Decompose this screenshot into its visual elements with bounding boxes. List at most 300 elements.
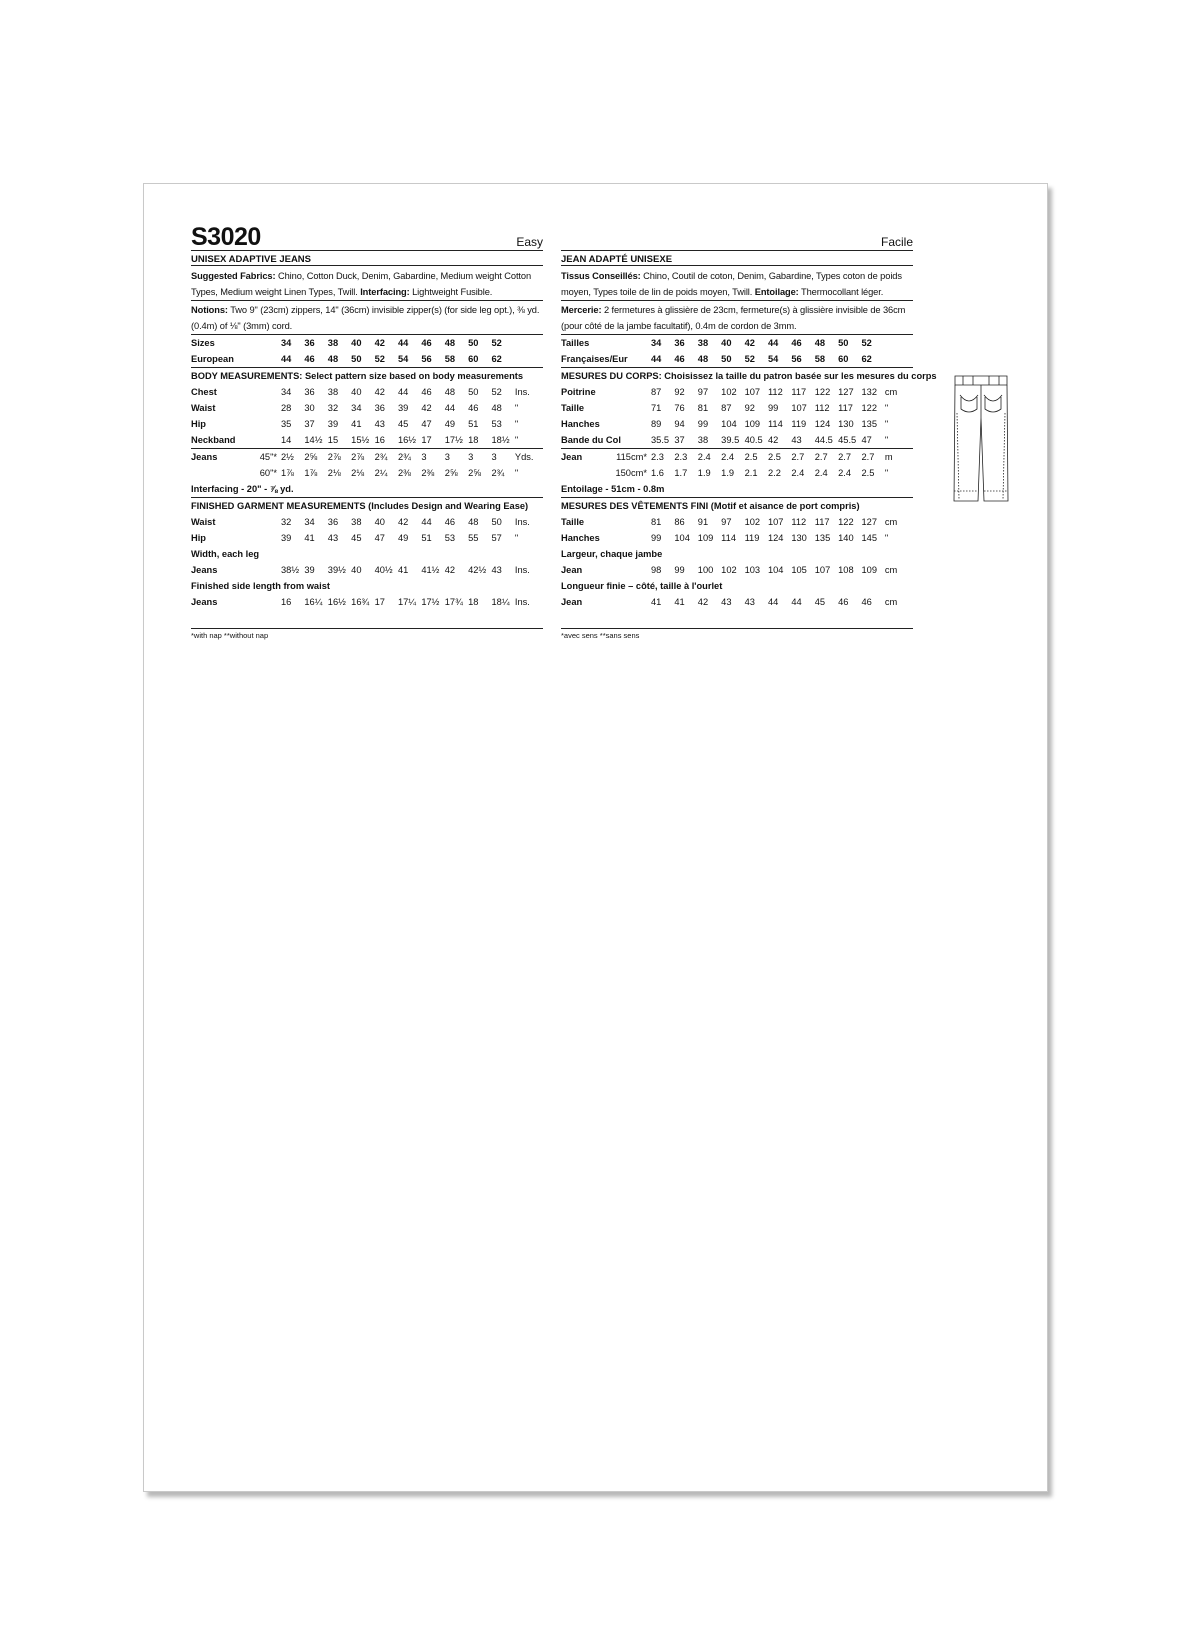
size-cell: 34 [281,387,292,397]
size-cell: 1.7 [674,468,688,478]
size-cell: 2¾ [491,468,505,478]
body-measurement-row [191,400,543,416]
size-cell: 81 [651,517,662,527]
size-cell: 114 [767,419,783,429]
row-label: Sizes [191,338,215,348]
row-label: European [191,351,243,368]
size-cell: 2.4 [697,452,711,462]
size-cell: 16¼ [304,597,323,607]
size-cell: 45.5 [838,432,861,449]
size-cell: 16 [375,432,398,449]
size-cell: 107 [744,387,761,397]
size-cell: 38 [351,517,362,527]
size-cell: 2.7 [838,452,852,462]
yardage-row [191,465,543,481]
size-cell: 39 [304,565,315,575]
size-cell: 38½ [281,565,300,575]
size-cell: 56 [421,351,444,368]
size-cell: 99 [651,533,662,543]
size-cell: 36 [374,403,385,413]
size-cell: 109 [861,565,878,575]
size-cell: 42 [744,338,755,348]
size-cell: 46 [444,517,456,527]
size-cell: 40.5 [745,432,768,449]
european-sizes-row [561,351,913,368]
size-cell: 50 [838,338,849,348]
garment-title: UNISEX ADAPTIVE JEANS [191,251,543,266]
size-cell: 48 [444,338,456,348]
size-cell: 3 [444,452,450,462]
header [561,224,913,251]
row-label: Françaises/Eur [561,351,613,368]
size-cell: 117 [791,387,807,397]
size-cell: 47 [374,533,385,543]
unit-cell: " [884,468,889,478]
size-cell: 92 [674,387,685,397]
unit-cell: Ins. [514,565,530,575]
notions-label: Notions: [191,305,228,315]
size-cell: 124 [814,419,831,429]
size-cell: 2.7 [814,452,828,462]
size-cell: 54 [398,351,421,368]
row-sublabel [243,562,281,578]
size-cell: 41 [304,533,315,543]
unit-cell: Ins. [514,387,530,397]
size-cell: 2¾ [397,452,411,462]
size-cell: 2.7 [861,452,875,462]
size-cell: 18¼ [491,597,510,607]
size-cell: 91 [697,517,709,527]
row-sublabel [613,335,651,351]
size-cell: 102 [744,517,761,527]
size-cell: 124 [767,533,784,543]
row-label: Tailles [561,338,590,348]
difficulty-level: Facile [880,235,913,249]
size-cell: 2⅝ [304,452,318,462]
size-cell: 145 [861,533,878,543]
size-cell: 130 [791,533,807,543]
leg-width-heading: Width, each leg [191,549,260,559]
size-cell: 103 [744,565,761,575]
size-cell: 14½ [304,432,327,449]
size-cell: 45 [351,533,362,543]
side-length-heading: Longueur finie – côté, taille à l'ourlet [561,581,723,591]
header [191,224,543,251]
row-label: Bande du Col [561,432,613,449]
side-length-heading: Finished side length from waist [191,581,330,591]
size-cell: 87 [721,403,732,413]
interfacing-yardage [191,481,543,498]
row-label: Hanches [561,533,600,543]
size-cell: 2¾ [374,452,388,462]
size-cell: 35.5 [651,432,674,449]
size-cell: 2⅛ [327,468,341,478]
size-cell: 102 [721,565,737,575]
size-cell: 57 [491,533,502,543]
size-cell: 3 [468,452,474,462]
size-cell: 36 [327,517,339,527]
size-cell: 44 [421,517,432,527]
unit-cell: " [884,533,889,543]
size-cell: 2¼ [374,468,388,478]
interfacing-yardage: Entoilage - 51cm - 0.8m [561,481,913,498]
size-cell: 16¾ [351,597,370,607]
row-label: Taille [561,403,585,413]
unit-cell: " [514,403,519,413]
size-cell: 52 [375,351,398,368]
garment-title: JEAN ADAPTÉ UNISEXE [561,251,913,266]
size-cell: 81 [697,403,709,413]
row-sublabel [243,416,281,432]
size-cell: 58 [815,351,838,368]
size-cell: 56 [791,351,814,368]
size-cell: 16½ [398,432,421,449]
size-cell: 39½ [327,565,346,575]
size-cell: 108 [838,565,854,575]
row-sublabel [243,514,281,530]
size-cell: 2⅝ [468,468,482,478]
row-sublabel [243,351,281,368]
size-cell: 60 [468,351,491,368]
leg-width-row [561,562,913,578]
size-cell: 71 [651,403,662,413]
size-cell: 17½ [421,597,440,607]
size-cell: 53 [444,533,456,543]
notions-paragraph [191,301,543,335]
body-measurement-row [561,432,913,449]
size-cell: 92 [744,403,755,413]
size-cell: 42 [421,403,432,413]
size-cell: 1.9 [697,468,711,478]
row-sublabel [613,384,651,400]
fabrics-text: Chino, Cotton Duck, Denim, Gabardine, Medium weight Cotton Types, Medium weight Linen Types, Twill. [191,271,532,297]
footnote: *with nap **without nap [191,631,269,640]
size-cell: 2.7 [791,452,805,462]
body-measurements-heading [191,368,543,385]
size-cell: 30 [304,403,315,413]
size-cell: 43 [491,565,502,575]
size-cell: 2.3 [651,452,664,462]
size-cell: 17 [421,432,444,449]
size-cell: 48 [444,387,456,397]
size-cell: 39.5 [721,432,744,449]
size-cell: 44.5 [815,432,838,449]
size-cell: 48 [468,517,479,527]
row-sublabel [613,562,651,578]
european-sizes-row [191,351,543,368]
size-cell: 36 [304,338,315,348]
size-cell: 47 [862,432,885,449]
unit-cell: " [885,432,913,449]
notions-label: Mercerie: [561,305,602,315]
size-cell: 49 [397,533,409,543]
size-cell: 122 [814,387,831,397]
size-cell: 34 [281,338,292,348]
row-label: Jeans [191,565,218,575]
size-cell: 107 [814,565,831,575]
size-cell: 32 [327,403,339,413]
size-cell: 135 [861,419,878,429]
size-cell: 47 [421,419,432,429]
leg-width-heading [191,546,543,562]
size-cell: 44 [281,351,304,368]
size-cell: 99 [697,419,709,429]
footnote: *avec sens **sans sens [561,631,640,640]
size-cell: 52 [745,351,768,368]
row-sublabel [243,384,281,400]
size-cell: 42½ [468,565,487,575]
size-cell: 2⅞ [351,452,365,462]
size-cell: 112 [814,403,830,413]
row-sublabel [243,432,281,449]
row-label: Hip [191,533,206,543]
size-cell: 38 [327,338,339,348]
french-column [561,224,937,641]
unit-cell [515,335,543,351]
size-cell: 132 [861,387,878,397]
size-cell: 43 [327,533,339,543]
size-cell: 32 [281,517,292,527]
size-cell: 117 [838,403,853,413]
jeans-back-view-icon [951,373,1011,505]
size-cell: 62 [862,351,885,368]
finished-measurements-heading [561,498,913,515]
interfacing-label: Entoilage: [754,287,799,297]
row-label: Chest [191,387,217,397]
row-sublabel [243,530,281,546]
size-cell: 46 [861,597,872,607]
size-cell: 76 [674,403,685,413]
unit-cell: " [884,419,889,429]
size-cell: 15½ [351,432,374,449]
size-cell: 2⅛ [351,468,365,478]
size-cell: 42 [768,432,791,449]
size-cell: 52 [861,338,872,348]
finished-measurement-row [191,514,543,530]
row-label [191,465,243,481]
size-cell: 50 [721,351,744,368]
size-cell: 112 [767,387,783,397]
row-sublabel: 60"* [259,468,277,478]
size-cell: 41 [351,419,362,429]
size-cell: 1.6 [651,468,664,478]
row-label: Poitrine [561,387,596,397]
fabrics-label: Tissus Conseillés: [561,271,641,281]
row-sublabel [243,400,281,416]
fabrics-label: Suggested Fabrics: [191,271,276,281]
size-cell: 17½ [445,432,468,449]
size-cell: 107 [767,517,784,527]
size-cell: 53 [491,419,502,429]
size-cell: 46 [421,387,432,397]
yardage-row [561,449,913,466]
body-measurement-row [191,416,543,432]
size-cell: 15 [328,432,351,449]
row-label: Taille [561,517,585,527]
row-sublabel [613,594,651,610]
size-cell: 41 [651,597,662,607]
size-cell: 109 [744,419,761,429]
size-cell: 39 [327,419,339,429]
size-cell: 119 [791,419,807,429]
size-cell: 52 [491,387,502,397]
size-cell: 2.2 [767,468,781,478]
row-label: Waist [191,403,216,413]
size-cell: 42 [444,565,456,575]
size-cell: 127 [838,387,854,397]
size-cell: 40 [351,338,362,348]
size-cell: 48 [814,338,826,348]
interfacing-yardage [561,481,913,498]
fabrics-paragraph [561,266,913,301]
size-cell: 2.3 [674,452,688,462]
row-label: Jeans [191,597,218,607]
size-cell: 34 [304,517,315,527]
size-cell: 40 [374,517,385,527]
unit-cell: Ins. [514,517,530,527]
size-cell: 42 [697,597,709,607]
size-cell: 44 [397,338,409,348]
size-cell: 40 [351,565,362,575]
size-cell: 102 [721,387,737,397]
yardage-row [561,465,913,481]
size-cell: 46 [791,338,802,348]
unit-cell: " [514,533,519,543]
unit-cell: cm [884,597,898,607]
finished-measurement-row [191,530,543,546]
size-cell: 119 [744,533,760,543]
unit-cell: Yds. [514,452,534,462]
size-cell: 94 [674,419,685,429]
unit-cell [515,351,543,368]
size-cell: 2.5 [744,452,758,462]
size-cell: 44 [444,403,456,413]
size-cell: 122 [861,403,878,413]
body-measurements-heading: MESURES DU CORPS: Choisissez la taille du patron basée sur les mesures du corps [561,371,937,381]
size-cell: 45 [397,419,409,429]
pattern-code: S3020 [191,223,261,251]
size-cell: 89 [651,419,662,429]
size-cell: 51 [468,419,479,429]
size-cell: 49 [444,419,456,429]
row-label [561,465,613,481]
size-cell: 40 [351,387,362,397]
size-cell: 122 [838,517,854,527]
row-sublabel [243,335,281,351]
notions-paragraph [561,301,913,335]
body-measurements-heading [561,368,913,385]
size-cell: 28 [281,403,292,413]
size-cell: 2.4 [791,468,805,478]
body-measurement-row [561,416,913,432]
body-measurement-row [191,384,543,400]
size-cell: 97 [721,517,732,527]
size-cell: 51 [421,533,432,543]
row-label: Jeans [191,452,218,462]
english-column [191,224,543,641]
size-cell: 40½ [374,565,393,575]
size-cell: 50 [468,338,479,348]
row-sublabel: 45"* [259,452,277,462]
fabrics-text: Chino, Coutil de coton, Denim, Gabardine, Types coton de poids moyen, Types toile de lin de poids moyen, Twill. [561,271,902,297]
row-label: Jean [561,452,583,462]
size-cell: 37 [304,419,315,429]
size-cell: 55 [468,533,479,543]
size-cell: 60 [838,351,861,368]
body-measurements-heading: BODY MEASUREMENTS: Select pattern size based on body measurements [191,371,524,381]
size-cell: 2.4 [838,468,852,478]
size-cell: 2⅜ [421,468,435,478]
size-cell: 40 [721,338,732,348]
size-cell: 2⅜ [397,468,411,478]
size-cell: 18½ [492,432,515,449]
unit-cell: " [884,403,889,413]
row-label: Neckband [191,432,243,449]
size-cell: 37 [674,432,697,449]
leg-width-row [191,562,543,578]
row-sublabel [243,594,281,610]
size-cell: 62 [492,351,515,368]
side-length-heading [191,578,543,594]
size-cell: 45 [814,597,826,607]
size-cell: 44 [791,597,802,607]
interfacing-text: Lightweight Fusible. [412,287,493,297]
finished-measurements-heading: FINISHED GARMENT MEASUREMENTS (Includes Design and Wearing Ease) [191,501,529,511]
size-cell: 34 [351,403,362,413]
size-cell: 44 [767,597,779,607]
size-cell: 48 [698,351,721,368]
size-cell: 44 [767,338,779,348]
size-cell: 43 [744,597,755,607]
size-cell: 2⅞ [327,452,341,462]
body-measurement-row [561,384,913,400]
row-sublabel: 150cm* [615,468,647,478]
size-cell: 100 [697,565,714,575]
size-cell: 46 [468,403,479,413]
size-cell: 105 [791,565,807,575]
size-cell: 117 [814,517,830,527]
size-cell: 18 [468,597,479,607]
size-cell: 104 [721,419,737,429]
interfacing-label: Interfacing: [360,287,410,297]
size-cell: 1.9 [721,468,735,478]
sizes-row [561,335,913,351]
size-cell: 17 [374,597,385,607]
unit-cell: cm [884,565,898,575]
row-label: Hanches [561,419,600,429]
unit-cell: m [884,452,893,462]
interfacing-yardage: Interfacing - 20" - ⅞ yd. [191,481,543,498]
size-cell: 44 [651,351,674,368]
size-cell: 46 [421,338,432,348]
size-cell: 18 [468,432,491,449]
size-cell: 41½ [421,565,440,575]
size-cell: 58 [445,351,468,368]
size-cell: 50 [351,351,374,368]
body-measurement-row [561,400,913,416]
size-cell: 2½ [281,452,294,462]
size-cell: 43 [791,432,814,449]
row-label: Hip [191,419,206,429]
size-cell: 97 [697,387,709,397]
unit-cell: cm [884,517,898,527]
leg-width-heading: Largeur, chaque jambe [561,549,663,559]
size-cell: 44 [397,387,409,397]
size-cell: 107 [791,403,807,413]
unit-cell: cm [884,387,898,397]
leg-width-heading [561,546,913,562]
size-cell: 52 [491,338,502,348]
